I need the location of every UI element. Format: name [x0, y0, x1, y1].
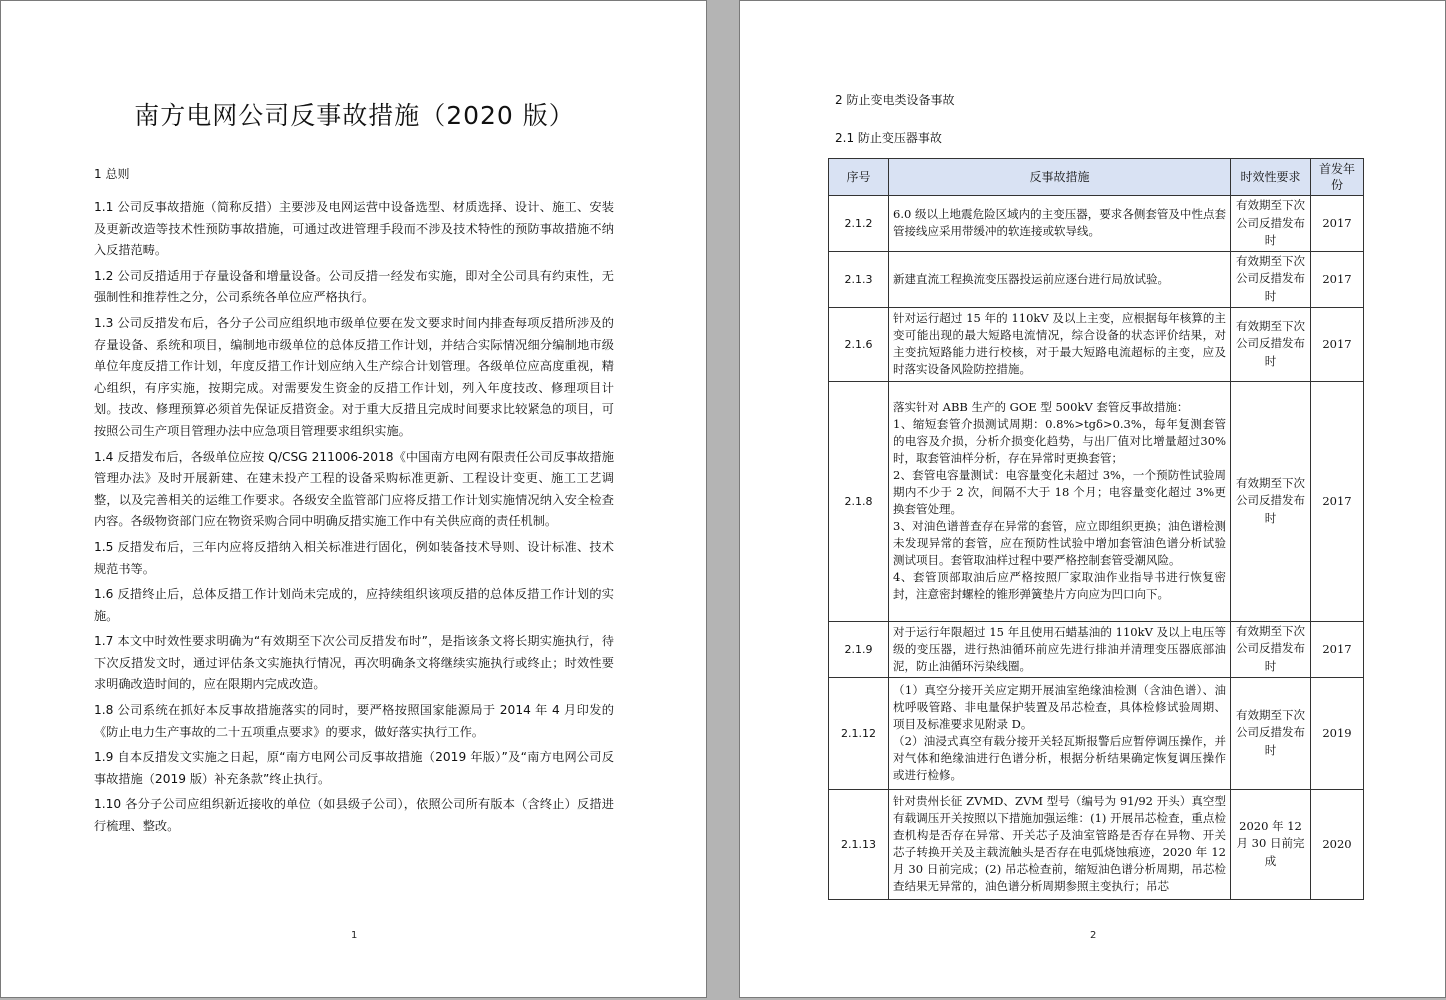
- anti-accident-measures-table: [828, 158, 1364, 900]
- row-measure: 6.0 级以上地震危险区域内的主变压器，要求各侧套管及中性点套管接线应采用带缓冲的软连接或软导线。: [889, 196, 1231, 252]
- table-row: [829, 307, 1364, 381]
- table-row: [829, 381, 1364, 621]
- header-no: 序号: [829, 159, 889, 196]
- measure-line: （1）真空分接开关应定期开展油室绝缘油检测（含油色谱）、油枕呼吸管路、非电量保护装置及吊芯检查，具体检修试验周期、项目及标准要求见附录 D。: [893, 683, 1226, 731]
- measure-line: 3、对油色谱普查存在异常的套管，应立即组织更换；油色谱检测未发现异常的套管，应在预防性试验中增加套管油色谱分析试验测试项目。套管取油样过程中要严格控制套管受潮风险。: [893, 519, 1226, 567]
- row-number: 2.1.8: [829, 381, 889, 621]
- row-number: 2.1.2: [829, 196, 889, 252]
- row-effectiveness: 有效期至下次公司反措发布时: [1231, 621, 1311, 677]
- paragraph-1-2: 1.2 公司反措适用于存量设备和增量设备。公司反措一经发布实施，即对全公司具有约束性，无强制性和推荐性之分，公司系统各单位应严格执行。: [94, 268, 614, 305]
- row-year: 2017: [1311, 621, 1364, 677]
- row-measure: 对于运行年限超过 15 年且使用石蜡基油的 110kV 及以上电压等级的变压器，进行热油循环前应先进行排油并清理变压器底部油泥，防止油循环污染线圈。: [889, 621, 1231, 677]
- row-measure: [889, 381, 1231, 621]
- table-row: [829, 251, 1364, 307]
- row-year: 2017: [1311, 196, 1364, 252]
- row-year: 2017: [1311, 251, 1364, 307]
- document-title: 南方电网公司反事故措施（2020 版）: [134, 101, 575, 130]
- paragraph-1-1: 1.1 公司反事故措施（简称反措）主要涉及电网运营中设备选型、材质选择、设计、施工、安装及更新改造等技术性预防事故措施，可通过改进管理手段而不涉及技术特性的预防事故措施不纳入反措范畴。: [94, 200, 614, 258]
- row-number: 2.1.6: [829, 307, 889, 381]
- row-effectiveness: 有效期至下次公司反措发布时: [1231, 251, 1311, 307]
- row-effectiveness: 有效期至下次公司反措发布时: [1231, 381, 1311, 621]
- section-heading-substation: 2 防止变电类设备事故: [835, 93, 955, 107]
- row-effectiveness: 2020 年 12 月 30 日前完成: [1231, 789, 1311, 899]
- page-1: [0, 0, 707, 998]
- row-effectiveness: 有效期至下次公司反措发布时: [1231, 196, 1311, 252]
- section-heading-general: 1 总则: [94, 167, 130, 181]
- paragraph-1-5: 1.5 反措发布后，三年内应将反措纳入相关标准进行固化，例如装备技术导则、设计标准、技术规范书等。: [94, 539, 614, 576]
- row-number: 2.1.3: [829, 251, 889, 307]
- row-year: 2017: [1311, 307, 1364, 381]
- table-row: [829, 677, 1364, 789]
- table-header-row: [829, 159, 1364, 196]
- row-year: 2017: [1311, 381, 1364, 621]
- row-effectiveness: 有效期至下次公司反措发布时: [1231, 307, 1311, 381]
- row-number: 2.1.13: [829, 789, 889, 899]
- row-measure: 针对贵州长征 ZVMD、ZVM 型号（编号为 91/92 开头）真空型有载调压开关按照以下措施加强运维：(1) 开展吊芯检查，重点检查机构是否存在异常、开关芯子及油室管路是否存在异物、开关芯子转换开关及主载流触头是否存在电弧烧蚀痕迹，2020 年 12 月 30 日前完成；(2) 吊芯检查前，缩短油色谱分析周期，吊芯检查结果无异常的，油色谱分析周期参照主变执行；吊芯: [889, 789, 1231, 899]
- table-row: [829, 789, 1364, 899]
- paragraph-1-6: 1.6 反措终止后，总体反措工作计划尚未完成的，应持续组织该项反措的总体反措工作计划的实施。: [94, 587, 614, 623]
- paragraph-1-8: 1.8 公司系统在抓好本反事故措施落实的同时，要严格按照国家能源局于 2014 年 4 月印发的《防止电力生产事故的二十五项重点要求》的要求，做好落实执行工作。: [94, 703, 614, 739]
- subsection-heading-transformer: 2.1 防止变压器事故: [835, 131, 942, 145]
- table-row: [829, 621, 1364, 677]
- row-year: 2019: [1311, 677, 1364, 789]
- paragraph-1-7: 1.7 本文中时效性要求明确为“有效期至下次公司反措发布时”，是指该条文将长期实施执行，待下次反措发文时，通过评估条文实施执行情况，再次明确条文将继续实施执行或终止；时效性要求明确改造时间的，应在限期内完成改造。: [94, 634, 614, 692]
- measure-line: 4、套管顶部取油后应严格按照厂家取油作业指导书进行恢复密封，注意密封螺栓的锥形弹簧垫片方向应为凹口向下。: [893, 570, 1226, 601]
- general-provisions-text: [94, 197, 614, 842]
- header-effectiveness: 时效性要求: [1231, 159, 1311, 196]
- row-measure: [889, 677, 1231, 789]
- paragraph-1-9: 1.9 自本反措发文实施之日起，原“南方电网公司反事故措施（2019 年版）”及“南方电网公司反事故措施（2019 版）补充条款”终止执行。: [94, 750, 614, 786]
- measure-line: （2）油浸式真空有载分接开关轻瓦斯报警后应暂停调压操作，并对气体和绝缘油进行色谱分析，根据分析结果确定恢复调压操作或进行检修。: [893, 734, 1226, 782]
- row-number: 2.1.9: [829, 621, 889, 677]
- row-measure: 针对运行超过 15 年的 110kV 及以上主变，应根据每年核算的主变可能出现的最大短路电流情况，综合设备的状态评价结果，对主变抗短路能力进行校核，对于最大短路电流超标的主变，应及时落实设备风险防控措施。: [889, 307, 1231, 381]
- header-measure: 反事故措施: [889, 159, 1231, 196]
- page-2: [739, 0, 1446, 998]
- row-measure: 新建直流工程换流变压器投运前应逐台进行局放试验。: [889, 251, 1231, 307]
- row-effectiveness: 有效期至下次公司反措发布时: [1231, 677, 1311, 789]
- page-number: 2: [1090, 930, 1097, 941]
- row-year: 2020: [1311, 789, 1364, 899]
- page-number: 1: [351, 930, 358, 941]
- measure-line: 2、套管电容量测试：电容量变化未超过 3%，一个预防性试验周期内不少于 2 次，间隔不大于 18 个月；电容量变化超过 3%更换套管处理。: [893, 468, 1226, 516]
- paragraph-1-4: 1.4 反措发布后，各级单位应按 Q/CSG 211006-2018《中国南方电网有限责任公司反事故措施管理办法》及时开展新建、在建未投产工程的设备采购标准更新、工程设计变更、施工工艺调整，以及完善相关的运维工作要求。各级安全监管部门应将反措工作计划实施情况纳入安全检查内容。各级物资部门应在物资采购合同中明确反措实施工作中有关供应商的责任机制。: [94, 449, 614, 529]
- table-row: [829, 196, 1364, 252]
- paragraph-1-10: 1.10 各分子公司应组织新近接收的单位（如县级子公司），依照公司所有版本（含终止）反措进行梳理、整改。: [94, 797, 614, 834]
- measure-line: 落实针对 ABB 生产的 GOE 型 500kV 套管反事故措施：: [893, 400, 1189, 414]
- row-number: 2.1.12: [829, 677, 889, 789]
- header-first-year: 首发年份: [1311, 159, 1364, 196]
- paragraph-1-3: 1.3 公司反措发布后，各分子公司应组织地市级单位要在发文要求时间内排查每项反措所涉及的存量设备、系统和项目，编制地市级单位的总体反措工作计划，并结合实际情况细分编制地市级单位年度反措工作计划，年度反措工作计划应纳入生产综合计划管理。各级单位应高度重视，精心组织，有序实施，按期完成。对需要发生资金的反措工作计划，列入年度技改、修理项目计划。技改、修理预算必须首先保证反措资金。对于重大反措且完成时间要求比较紧急的项目，可按照公司生产项目管理办法中应急项目管理要求组织实施。: [94, 315, 614, 438]
- measure-line: 1、缩短套管介损测试周期：0.8%>tgδ>0.3%，每年复测套管的电容及介损，分析介损变化趋势，与出厂值对比增量超过30%时，取套管油样分析，存在异常时更换套管；: [893, 417, 1226, 465]
